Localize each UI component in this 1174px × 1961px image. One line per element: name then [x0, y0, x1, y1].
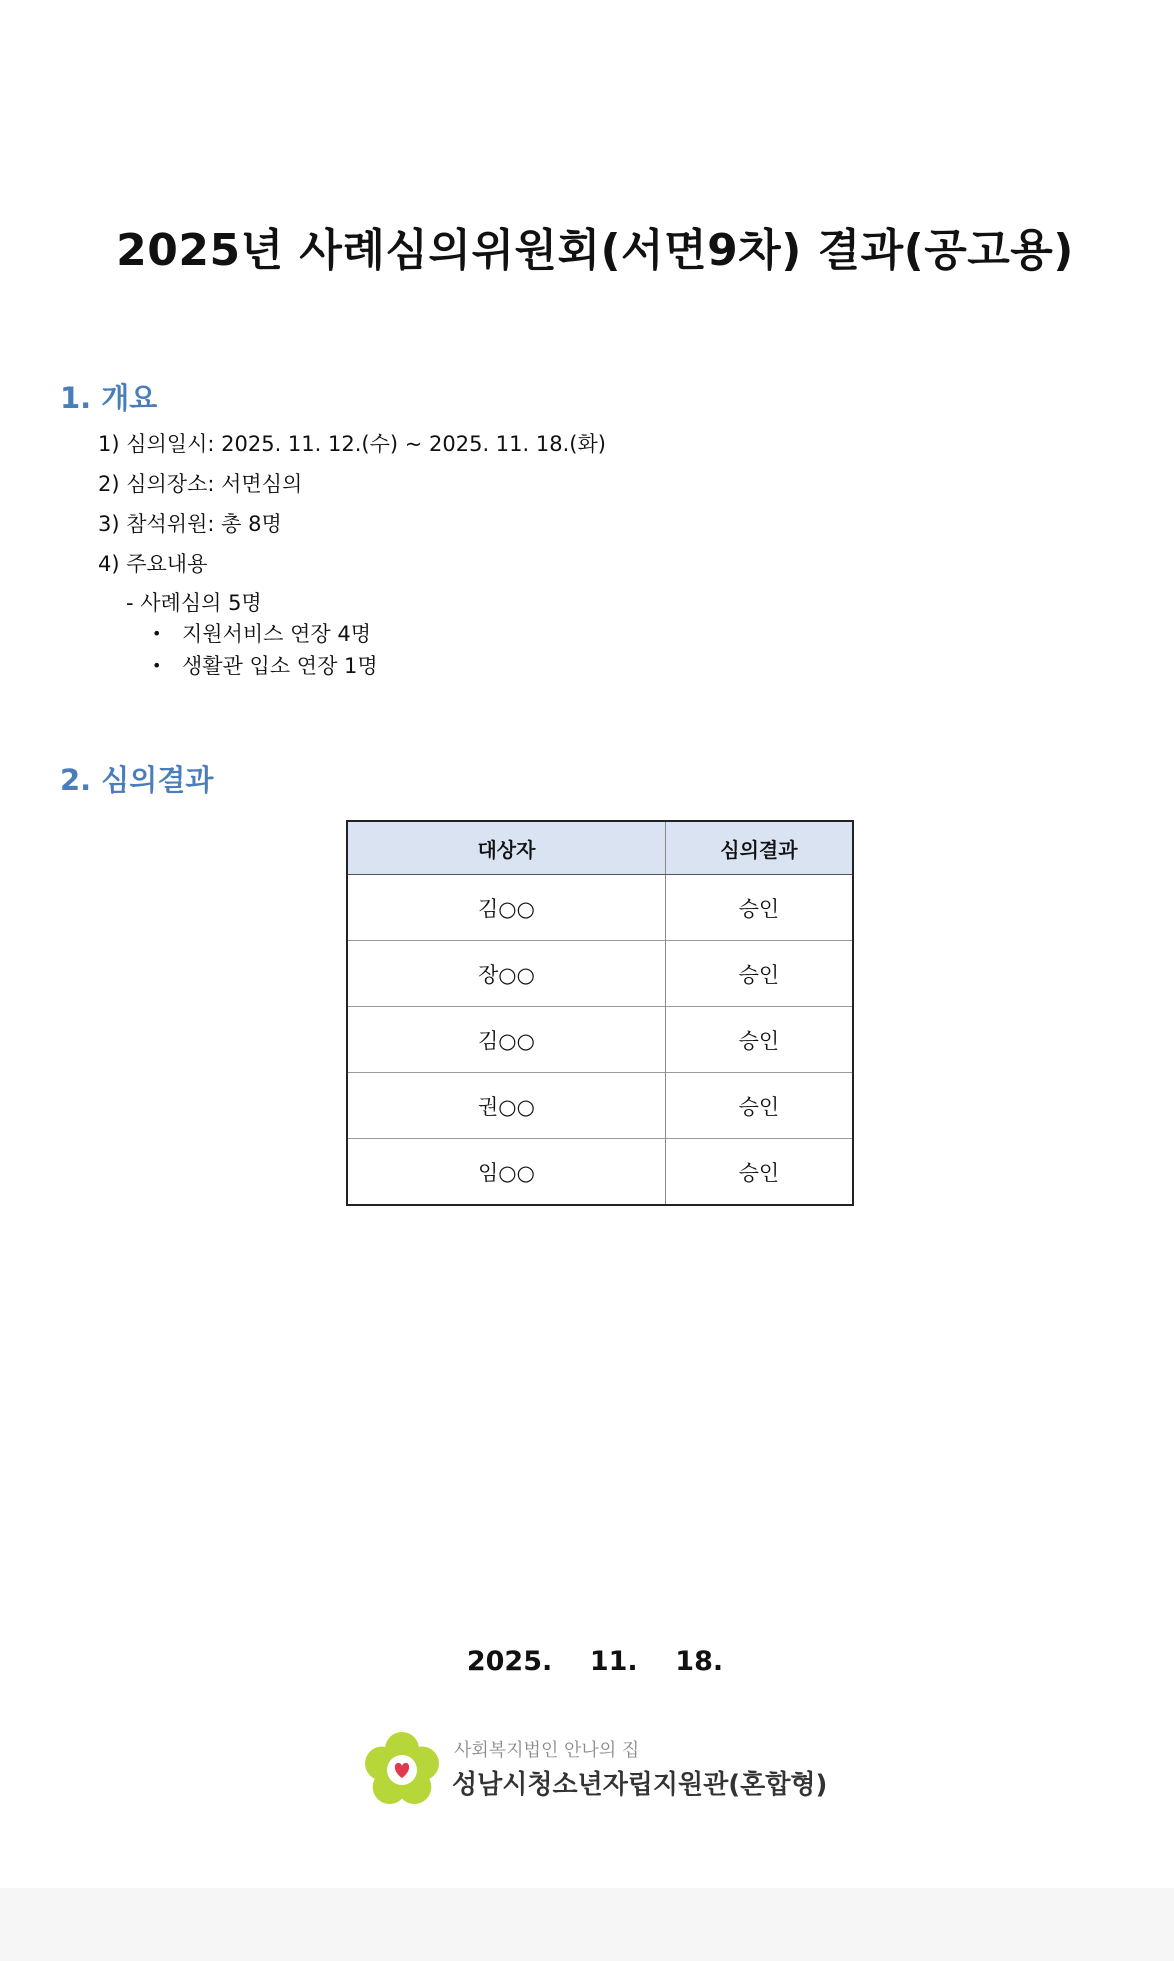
bullet-item: [152, 650, 378, 682]
section-overview-heading: 1. 개요: [60, 381, 158, 415]
cell-result: 승인: [665, 875, 853, 941]
cell-subject: 김○○: [347, 875, 665, 941]
overview-item-content: 4) 주요내용: [98, 552, 208, 576]
overview-item-date: 1) 심의일시: 2025. 11. 12.(수) ~ 2025. 11. 18.(화): [98, 432, 606, 456]
organization-footer: [362, 1730, 842, 1810]
results-table: [346, 820, 854, 1206]
bullet-dot-icon: •: [152, 624, 162, 643]
bullet-text: 생활관 입소 연장 1명: [182, 654, 378, 678]
column-header-subject: 대상자: [347, 821, 665, 875]
section-results-heading: 2. 심의결과: [60, 763, 214, 797]
table-row: [347, 1073, 853, 1139]
table-row: [347, 941, 853, 1007]
bullet-item: [152, 618, 378, 650]
overview-list: [98, 428, 606, 588]
document-date: 2025. 11. 18.: [466, 1646, 724, 1677]
cell-result: 승인: [665, 1007, 853, 1073]
organization-name: 성남시청소년자립지원관(혼합형): [452, 1770, 828, 1800]
overview-sub-item: - 사례심의 5명: [126, 591, 262, 615]
cell-subject: 권○○: [347, 1073, 665, 1139]
overview-item-members: 3) 참석위원: 총 8명: [98, 512, 282, 536]
bullet-text: 지원서비스 연장 4명: [182, 622, 371, 646]
organization-parent-name: 사회복지법인 안나의 집: [454, 1740, 640, 1761]
cell-subject: 장○○: [347, 941, 665, 1007]
overview-bullets: [152, 618, 378, 682]
cell-subject: 김○○: [347, 1007, 665, 1073]
table-row: [347, 1139, 853, 1206]
cell-result: 승인: [665, 1073, 853, 1139]
cell-result: 승인: [665, 941, 853, 1007]
table-row: [347, 1007, 853, 1073]
bullet-dot-icon: •: [152, 656, 162, 675]
table-row: [347, 875, 853, 941]
cell-subject: 임○○: [347, 1139, 665, 1206]
cell-result: 승인: [665, 1139, 853, 1206]
page-bottom-band: [0, 1888, 1174, 1961]
flower-heart-logo-icon: [362, 1730, 442, 1808]
table-header-row: [347, 821, 853, 875]
column-header-result: 심의결과: [665, 821, 853, 875]
document-title: 2025년 사례심의위원회(서면9차) 결과(공고용): [116, 225, 1074, 276]
overview-item-place: 2) 심의장소: 서면심의: [98, 472, 303, 496]
